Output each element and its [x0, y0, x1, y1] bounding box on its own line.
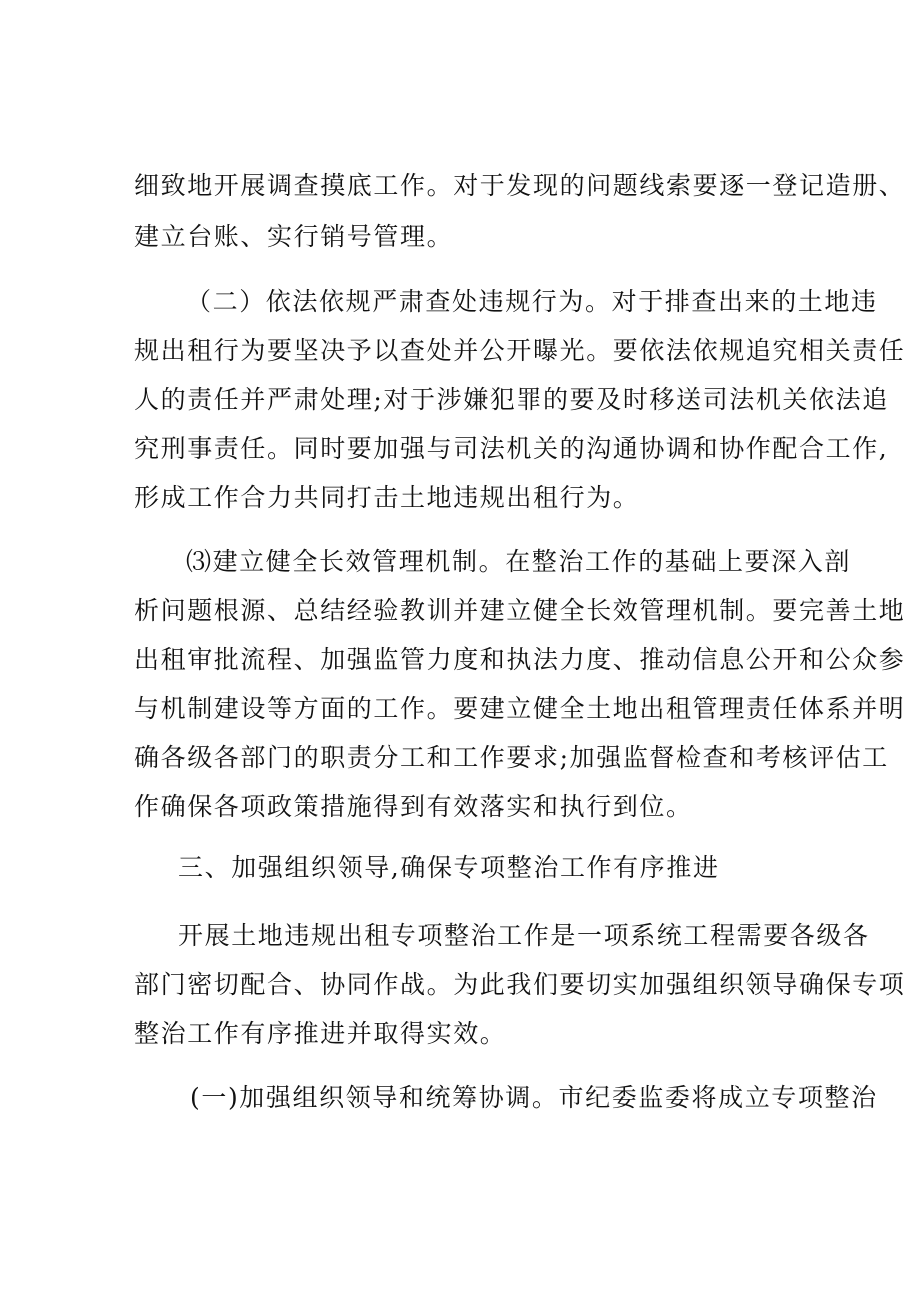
paragraph-line-13: 作确保各项政策措施得到有效落实和执行到位。	[134, 792, 693, 821]
paragraph-line-5: 人的责任并严肃处理;对于涉嫌犯罪的要及时移送司法机关依法追	[134, 385, 889, 414]
paragraph-line-3: （二）依法依规严肃查处违规行为。对于排查出来的土地违	[186, 287, 878, 316]
paragraph-line-4: 规出租行为要坚决予以查处并公开曝光。要依法依规追究相关责任	[134, 336, 906, 365]
paragraph-line-1: 细致地开展调查摸底工作。对于发现的问题线索要逐一登记造册、	[134, 171, 906, 200]
paragraph-line-16: 整治工作有序推进并取得实效。	[134, 1019, 507, 1048]
paragraph-line-12: 确各级各部门的职责分工和工作要求;加强监督检查和考核评估工	[134, 743, 889, 772]
paragraph-line-6: 究刑事责任。同时要加强与司法机关的沟通协调和协作配合工作,	[134, 434, 889, 463]
paragraph-line-17: (一)加强组织领导和统筹协调。市纪委监委将成立专项整治	[190, 1083, 878, 1112]
paragraph-line-2: 建立台账、实行销号管理。	[134, 222, 454, 251]
paragraph-line-7: 形成工作合力共同打击土地违规出租行为。	[134, 483, 640, 512]
paragraph-line-9: 析问题根源、总结经验教训并建立健全长效管理机制。要完善土地	[134, 596, 906, 625]
paragraph-line-10: 出租审批流程、加强监管力度和执法力度、推动信息公开和公众参	[134, 645, 906, 674]
section-heading: 三、加强组织领导,确保专项整治工作有序推进	[178, 853, 720, 882]
paragraph-line-15: 部门密切配合、协同作战。为此我们要切实加强组织领导确保专项	[134, 970, 906, 999]
paragraph-line-8: ⑶建立健全长效管理机制。在整治工作的基础上要深入剖	[186, 547, 852, 576]
paragraph-line-14: 开展土地违规出租专项整治工作是一项系统工程需要各级各	[178, 921, 870, 950]
paragraph-line-11: 与机制建设等方面的工作。要建立健全土地出租管理责任体系并明	[134, 694, 906, 723]
